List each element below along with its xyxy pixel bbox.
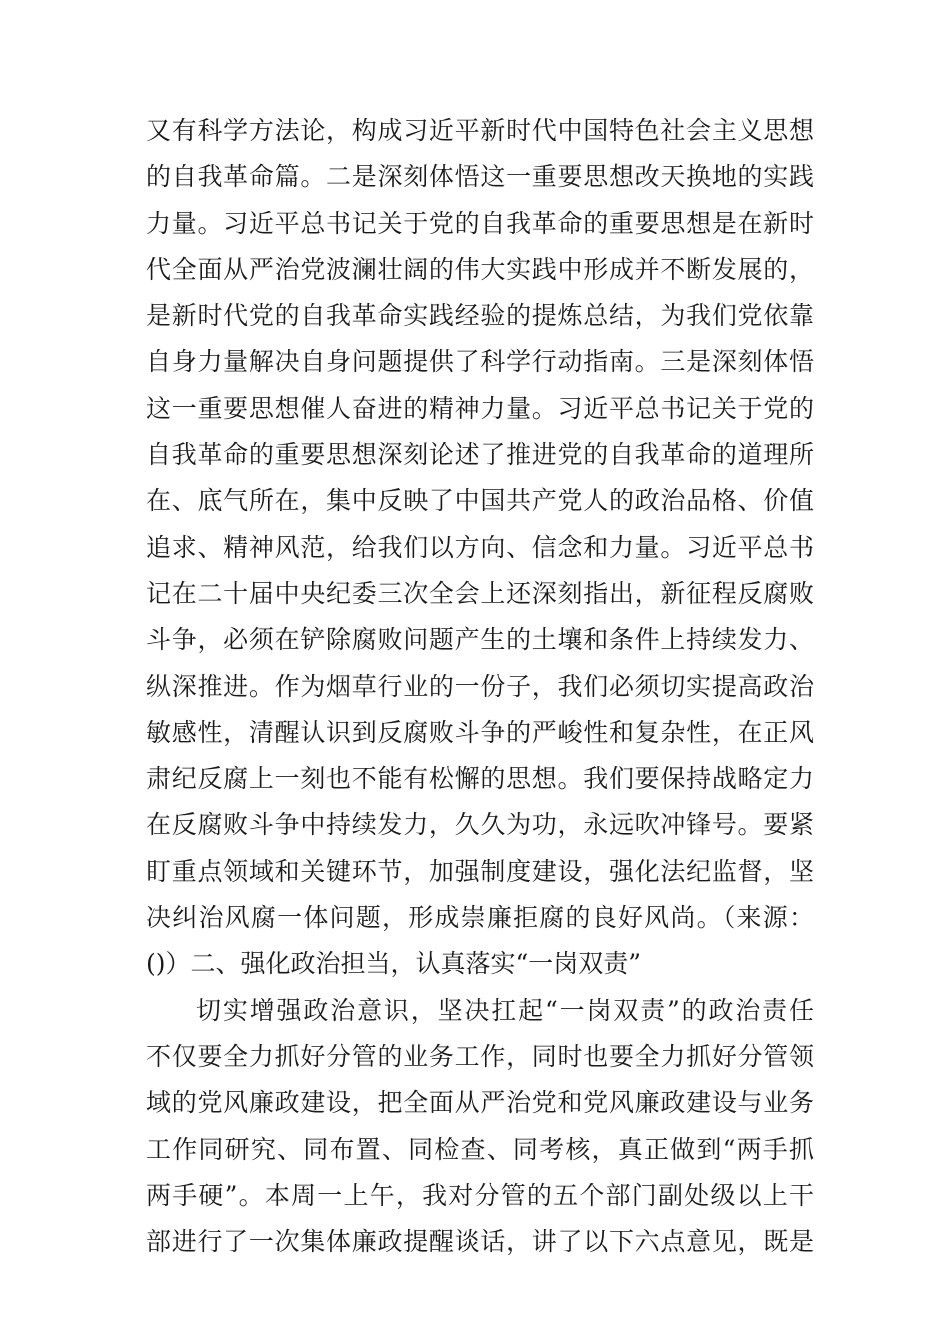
- text-line: 敏感性，清醒认识到反腐败斗争的严峻性和复杂性，在正风: [146, 717, 814, 747]
- text-line: 决纠治风腐一体问题，形成崇廉拒腐的良好风尚。（来源：: [146, 903, 814, 933]
- paragraph-first-line: 切实增强政治意识，坚决扛起“一岗双责”的政治责任: [196, 995, 814, 1025]
- text-line: 斗争，必须在铲除腐败问题产生的土壤和条件上持续发力、: [146, 625, 814, 655]
- text-line: 在、底气所在，集中反映了中国共产党人的政治品格、价值: [146, 486, 814, 516]
- text-line: 域的党风廉政建设，把全面从严治党和党风廉政建设与业务: [146, 1088, 814, 1118]
- text-line: 纵深推进。作为烟草行业的一份子，我们必须切实提高政治: [146, 671, 814, 701]
- text-line: 肃纪反腐上一刻也不能有松懈的思想。我们要保持战略定力: [146, 764, 814, 794]
- text-line: 记在二十届中央纪委三次全会上还深刻指出，新征程反腐败: [146, 578, 814, 608]
- text-line: 追求、精神风范，给我们以方向、信念和力量。习近平总书: [146, 532, 814, 562]
- text-line: 盯重点领域和关键环节，加强制度建设，强化法纪监督，坚: [146, 856, 814, 886]
- text-line: 两手硬”。本周一上午，我对分管的五个部门副处级以上干: [146, 1180, 814, 1210]
- text-line: 力量。习近平总书记关于党的自我革命的重要思想是在新时: [146, 208, 814, 238]
- text-line: 这一重要思想催人奋进的精神力量。习近平总书记关于党的: [146, 393, 814, 423]
- text-line: 代全面从严治党波澜壮阔的伟大实践中形成并不断发展的，: [146, 254, 814, 284]
- text-line: 是新时代党的自我革命实践经验的提炼总结，为我们党依靠: [146, 301, 814, 331]
- section-heading-line: ()）二、强化政治担当，认真落实“一岗双责”: [146, 949, 642, 979]
- text-line: 自身力量解决自身问题提供了科学行动指南。三是深刻体悟: [146, 347, 814, 377]
- text-line: 工作同研究、同布置、同检查、同考核，真正做到“两手抓: [146, 1134, 814, 1164]
- text-line: 不仅要全力抓好分管的业务工作，同时也要全力抓好分管领: [146, 1041, 814, 1071]
- text-line: 又有科学方法论，构成习近平新时代中国特色社会主义思想: [146, 116, 814, 145]
- body-text: [146, 108, 814, 1265]
- text-line: 部进行了一次集体廉政提醒谈话，讲了以下六点意见，既是: [146, 1227, 814, 1257]
- text-line: 在反腐败斗争中持续发力，久久为功，永远吹冲锋号。要紧: [146, 810, 814, 840]
- text-line: 自我革命的重要思想深刻论述了推进党的自我革命的道理所: [146, 440, 814, 470]
- text-line: 的自我革命篇。二是深刻体悟这一重要思想改天换地的实践: [146, 162, 814, 192]
